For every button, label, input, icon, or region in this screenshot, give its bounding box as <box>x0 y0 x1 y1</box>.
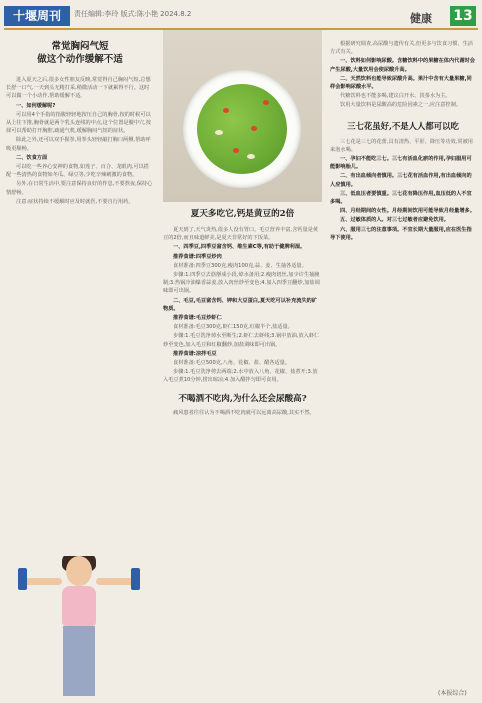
paragraph: 除此之外,还可以双手握拳,用拳头轻轻敲打胸口两侧,帮助呼吸更顺畅。 <box>6 137 151 152</box>
paragraph: 步骤:1.四季豆去筋掰成小段,焯水备用;2.瘦肉切丝,加少许生抽腌制;3.热锅冷油爆香蒜姜,放入肉丝炒至变色;4.加入四季豆翻炒,加盐调味即可出锅。 <box>163 272 320 295</box>
section-title: 健康 <box>410 12 432 25</box>
subheading: 二、饮食方面 <box>16 154 48 161</box>
middle-article <box>163 208 322 688</box>
source-note: (本报综合) <box>438 690 467 697</box>
subheading: 五、过敏体质的人。对三七过敏者应避免饮用。 <box>340 217 449 224</box>
recipe-heading: 推荐食谱:毛豆炒虾仁 <box>173 315 222 322</box>
editor-credits: 责任编辑:李玲 版式:陈小艳 2024.8.2 <box>74 10 192 18</box>
masthead: 十堰周刊 <box>4 6 70 26</box>
right-article-title-2: 三七花虽好,不是人人都可以吃 <box>347 120 459 131</box>
paragraph: 食材准备:毛豆500克,八角、花椒、盐、醋各适量。 <box>173 360 291 367</box>
left-article <box>6 40 154 540</box>
subheading: 一、四季豆,四季豆富含钙、维生素C等,有助于健脾利湿。 <box>173 244 306 251</box>
paragraph: 三七花是三七的花蕾,具有清热、平肝、降压等功效,常被用来泡水喝。 <box>330 138 473 153</box>
subheading: 四、月经期间的女性。月经期间饮用可能导致月经量增多。 <box>340 208 475 215</box>
paragraph: 代糖饮料也不能多喝,建议白开水、淡茶水为主。 <box>340 93 451 100</box>
paragraph: 进入夏天之后,很多女性朋友反映,常觉得自己胸闷气短,总想长舒一口气,一天到头无精打采,稍微活动一下就累得不行。这时可以做一个小动作,帮助缓解不适。 <box>6 77 151 100</box>
fitness-illustration <box>4 556 154 696</box>
subheading: 三、低血压者要慎重。三七花有降压作用,血压低的人不宜多喝。 <box>330 190 472 206</box>
bottom-article-title: 不喝酒不吃肉,为什么还会尿酸高? <box>178 393 307 404</box>
paragraph: 根据研究调查,高尿酸与遗传有关,但更多与饮食习惯、生活方式有关。 <box>330 41 473 56</box>
paragraph: 食材准备:四季豆300克,瘦肉100克,蒜、姜、生抽各适量。 <box>173 262 307 269</box>
left-article-title-2: 做这个动作缓解不适 <box>37 54 123 65</box>
paragraph: 痛风患者往往认为不喝酒不吃肉就可以远离高尿酸,其实不然。 <box>173 409 315 416</box>
edamame-dish-photo <box>163 30 322 202</box>
subheading: 一、孕妇不能吃三七。三七有活血化瘀的作用,孕妇服用可能影响胎儿。 <box>330 156 472 171</box>
paragraph: 饮用大量饮料是尿酸高的危险因素之一,应注意控制。 <box>340 102 461 109</box>
right-article <box>330 40 476 680</box>
subheading: 二、毛豆,毛豆富含钙、钾和大豆蛋白,夏天吃可以补充流失的矿物质。 <box>163 297 318 312</box>
paragraph: 夏天到了,天气炎热,很多人没有胃口。毛豆营养丰富,含钙量是黄豆的2倍,而且味道鲜美,是夏天非常好的下饭菜。 <box>163 227 319 242</box>
subheading: 二、有出血倾向者慎用。三七花有活血作用,有出血倾向的人应慎用。 <box>330 173 472 188</box>
subheading: 一、如何缓解呢? <box>16 102 56 109</box>
paragraph: 步骤:1.毛豆洗净焯水至断生;2.虾仁去虾线;3.锅中放油,放入虾仁炒至变色,加入毛豆和红椒翻炒,加盐调味即可出锅。 <box>163 333 320 348</box>
page-header <box>0 0 482 30</box>
recipe-heading: 推荐食谱:四季豆炒肉 <box>173 253 222 260</box>
paragraph: 可以吃一些养心安神的食物,如莲子、百合、龙眼肉,可以搭配一些清热的食物如冬瓜、绿豆等,少吃辛辣刺激的食物。 <box>6 164 149 179</box>
subheading: 二、天然饮料也能导致尿酸升高。果汁中含有大量果糖,同样会影响尿酸水平。 <box>330 75 472 91</box>
paragraph: 可以用4个手指的指腹轻轻地按压自己的胸骨,按的时候可以从上往下推,胸骨就是两个乳头连线的中点,这个位置是膻中穴,按揉可以帮助打开胸腔,疏通气机,缓解胸闷气短的症状。 <box>6 111 152 135</box>
left-article-title-1: 常觉胸闷气短 <box>51 41 109 52</box>
paragraph: 另外,在日常生活中,要注意保持良好的作息,不要熬夜,保持心情舒畅。 <box>6 181 153 196</box>
paragraph: 注意:症状持续不缓解时应及时就医,不要自行用药。 <box>16 198 134 205</box>
subheading: 一、饮料如何影响尿酸。含糖饮料中的果糖在体内代谢时会产生尿酸,大量饮用会使尿酸升高。 <box>330 58 475 73</box>
subheading: 六、服用三七的注意事项。不宜长期大量服用,应在医生指导下使用。 <box>330 226 472 241</box>
page-number: 13 <box>450 6 476 26</box>
middle-article-title: 夏天多吃它,钙是黄豆的2倍 <box>190 209 295 219</box>
paragraph: 步骤:1.毛豆洗净剪去两端;2.水中放入八角、花椒、盐煮开;3.放入毛豆煮10分钟,捞出晾凉;4.加入醋拌匀即可食用。 <box>163 369 318 384</box>
paragraph: 食材准备:毛豆300克,虾仁150克,红椒半个,盐适量。 <box>173 324 293 331</box>
recipe-heading: 推荐食谱:凉拌毛豆 <box>173 350 217 357</box>
